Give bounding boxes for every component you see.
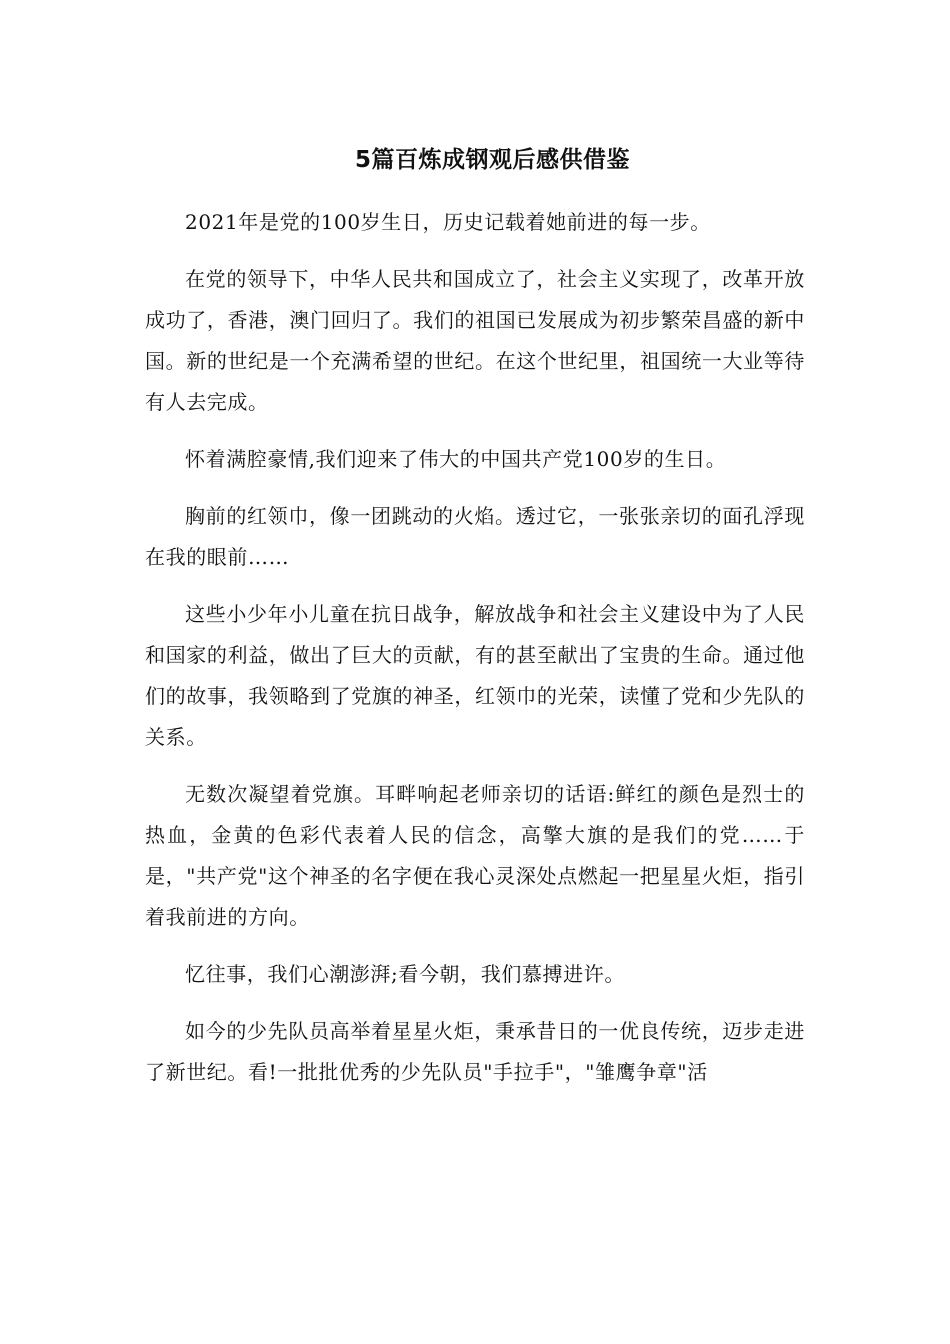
paragraph: 忆往事，我们心潮澎湃;看今朝，我们慕搏进许。 (185, 962, 625, 986)
paragraph: 2021年是党的100岁生日，历史记载着她前进的每一步。 (185, 210, 711, 234)
paragraph: 如今的少先队员高举着星星火炬，秉承昔日的一优良传统，迈步走进了新世纪。看!一批批优秀的少先队员"手拉手"，"雏鹰争章"活 (145, 1019, 805, 1084)
paragraph: 怀着满腔豪情,我们迎来了伟大的中国共产党100岁的生日。 (185, 447, 727, 471)
paragraph: 这些小少年小儿童在抗日战争，解放战争和社会主义建设中为了人民和国家的利益，做出了巨大的贡献，有的甚至献出了宝贵的生命。通过他们的故事，我领略到了党旗的神圣，红领巾的光荣，读懂了党和少先队的关系。 (145, 602, 805, 749)
paragraph: 无数次凝望着党旗。耳畔响起老师亲切的话语:鲜红的颜色是烈士的热血，金黄的色彩代表着人民的信念，高擎大旗的是我们的党……于是，"共产党"这个神圣的名字便在我心灵深处点燃起一把星星火炬，指引着我前进的方向。 (145, 782, 805, 929)
document-body (145, 202, 805, 1109)
paragraph: 胸前的红领巾，像一团跳动的火焰。透过它，一张张亲切的面孔浮现在我的眼前…… (145, 504, 805, 569)
document-title: 5篇百炼成钢观后感供借鉴 (354, 147, 630, 173)
paragraph: 在党的领导下，中华人民共和国成立了，社会主义实现了，改革开放成功了，香港，澳门回归了。我们的祖国已发展成为初步繁荣昌盛的新中国。新的世纪是一个充满希望的世纪。在这个世纪里，祖国统一大业等待有人去完成。 (145, 267, 805, 414)
